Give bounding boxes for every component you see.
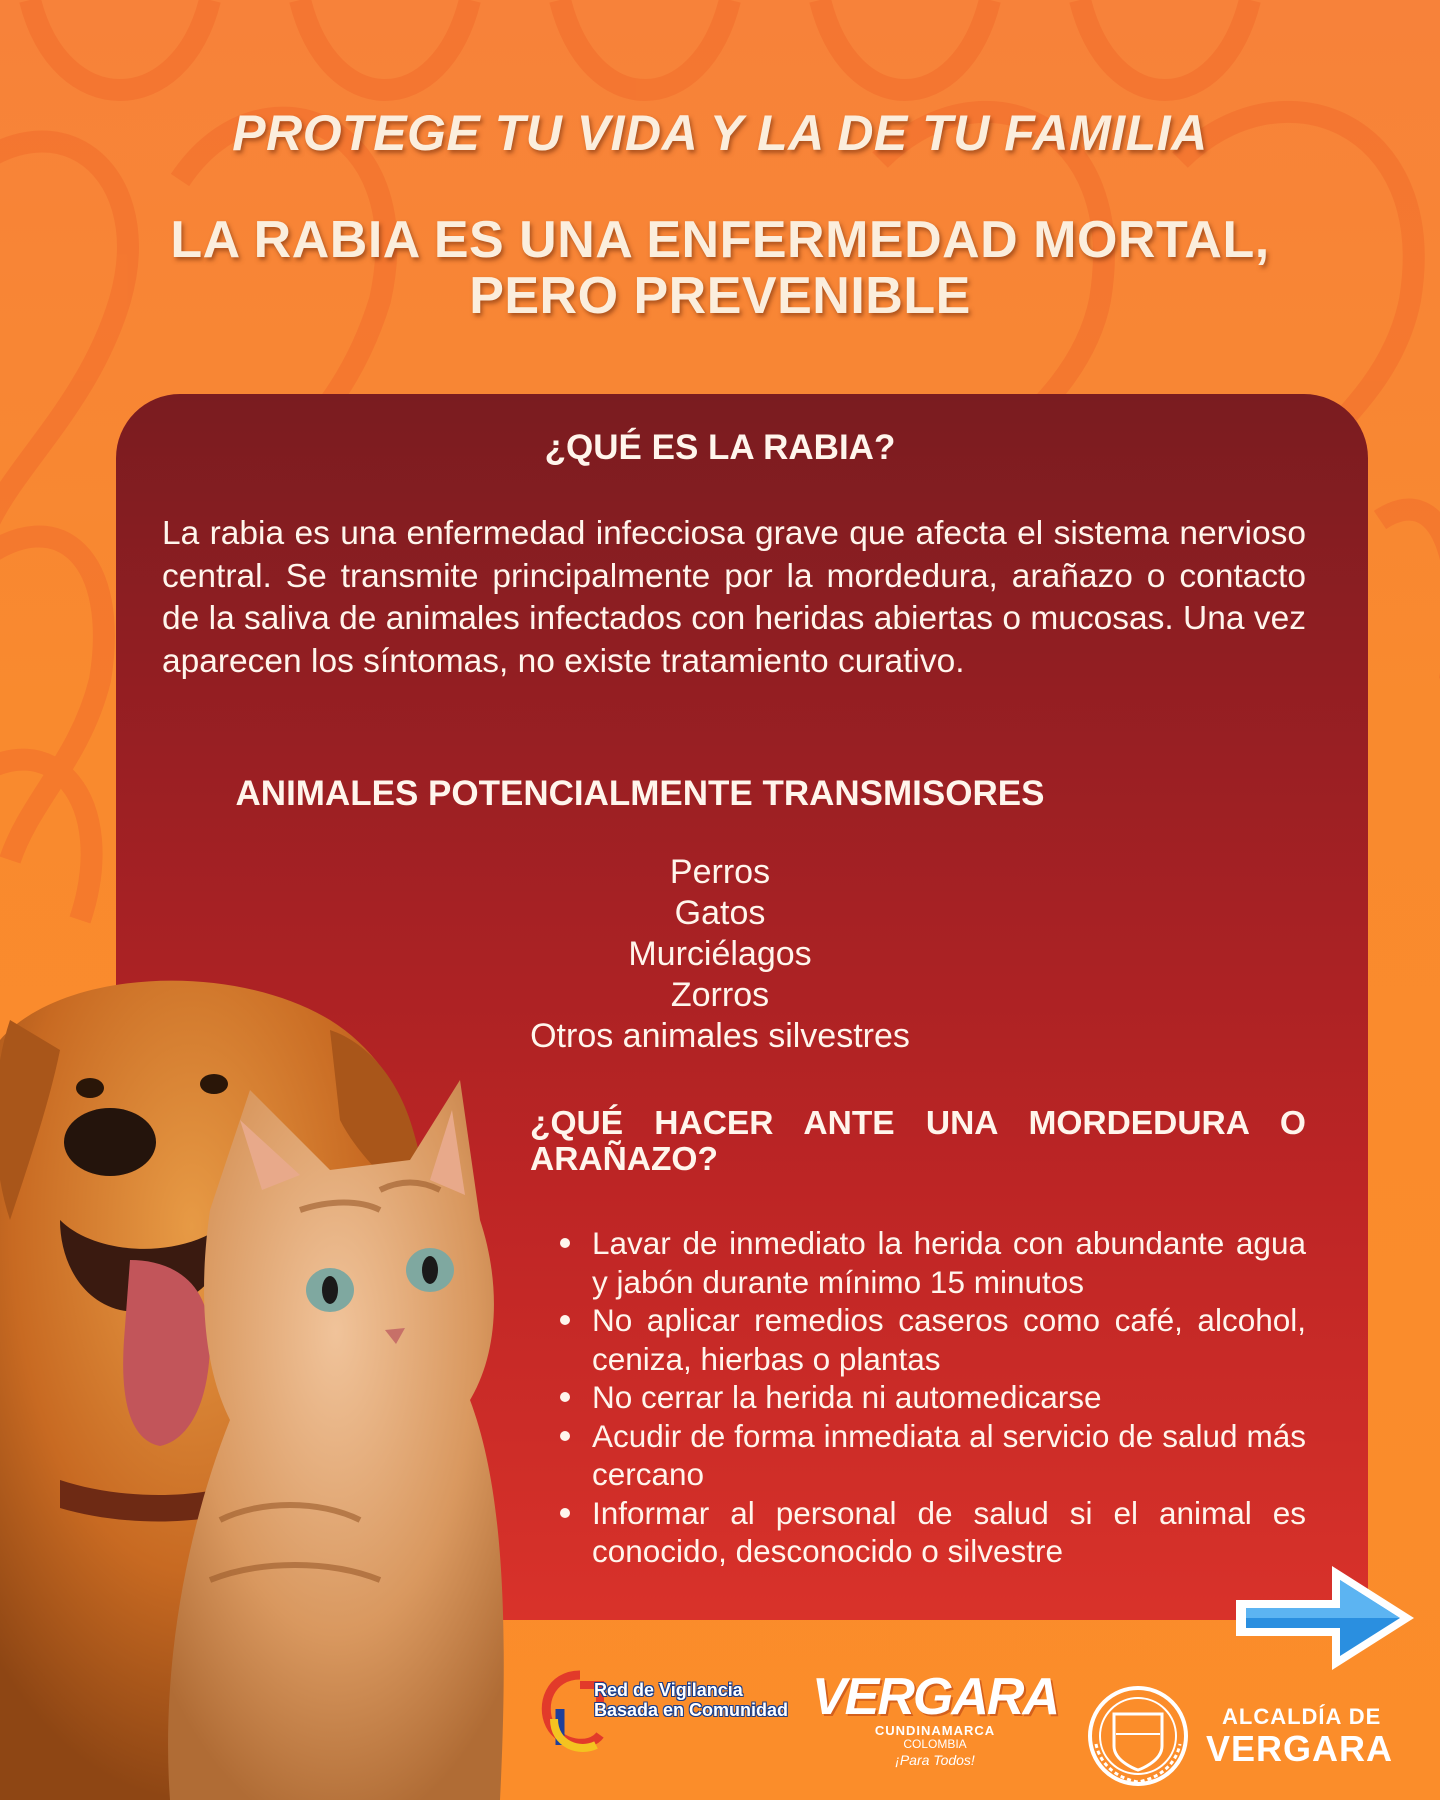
animal-item: Gatos (674, 894, 766, 932)
vergara-para-todos-logo (810, 1670, 1060, 1769)
headline-rabies (0, 212, 1440, 324)
red-vigilancia-text (594, 1680, 788, 1720)
vergara-department: CUNDINAMARCA (874, 1723, 996, 1738)
rabies-description: La rabia es una enfermedad infecciosa grave que afecta el sistema nervioso central. Se transmite principalmente por la mordedura, arañazo o contacto de la saliva de animales infectados con heridas abiertas o mucosas. Una vez aparecen los síntomas, no existe tratamiento curativo. (162, 515, 1306, 680)
animal-item: Murciélagos (628, 935, 812, 973)
headline-rabies-line2: PERO PREVENIBLE (469, 267, 971, 325)
action-item: Lavar de inmediato la herida con abundante agua y jabón durante mínimo 15 minutos (560, 1224, 1306, 1301)
action-item: Acudir de forma inmediata al servicio de salud más cercano (560, 1417, 1306, 1494)
action-item: No aplicar remedios caseros como café, alcohol, ceniza, hierbas o plantas (560, 1301, 1306, 1378)
dog-and-cat-image (0, 960, 530, 1800)
action-list (560, 1224, 1306, 1571)
alcaldia-label: ALCALDÍA DE (1222, 1704, 1382, 1729)
vergara-wordmark: VERGARA (811, 1668, 1059, 1726)
action-item: No cerrar la herida ni automedicarse (560, 1378, 1306, 1417)
section-title-what-to-do: ¿QUÉ HACER ANTE UNA MORDEDURA O ARAÑAZO? (530, 1105, 1306, 1178)
red-vigilancia-line1: Red de Vigilancia (594, 1680, 743, 1700)
next-arrow-icon[interactable] (1232, 1560, 1418, 1674)
animal-item: Zorros (670, 976, 770, 1014)
vergara-slogan: ¡Para Todos! (895, 1752, 975, 1768)
alcaldia-name: VERGARA (1206, 1728, 1394, 1769)
action-item: Informar al personal de salud si el animal es conocido, desconocido o silvestre (560, 1494, 1306, 1571)
section-title-animals: ANIMALES POTENCIALMENTE TRANSMISORES (235, 774, 1045, 813)
animal-item: Perros (669, 853, 771, 891)
animal-item: Otros animales silvestres (530, 1017, 910, 1055)
vergara-country: COLOMBIA (903, 1737, 967, 1751)
red-vigilancia-line2: Basada en Comunidad (594, 1700, 789, 1720)
section-title-what-is-rabies: ¿QUÉ ES LA RABIA? (544, 428, 896, 467)
headline-protect: PROTEGE TU VIDA Y LA DE TU FAMILIA (232, 105, 1208, 161)
municipal-seal-icon (1086, 1684, 1190, 1788)
headline-rabies-line1: LA RABIA ES UNA ENFERMEDAD MORTAL, (170, 211, 1270, 269)
